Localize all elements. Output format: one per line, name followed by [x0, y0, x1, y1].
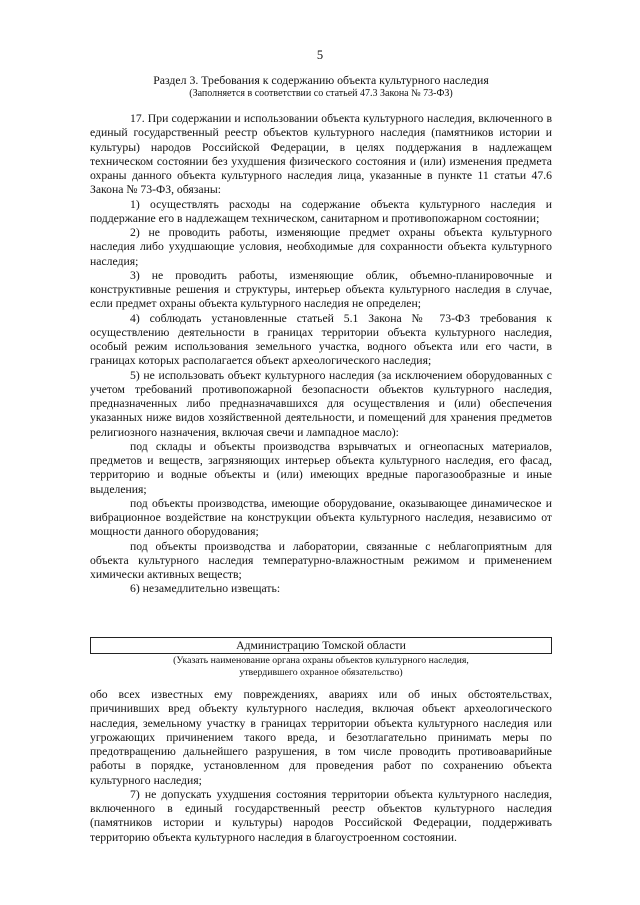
paragraph-item-5-warehouses: под склады и объекты производства взрывчатых и огнеопасных материалов, предметов и веществ, загрязняющих интерьер объекта культурного наследия, его фасад, территорию и водные объекты и (или) имеющих вредные парогазообразные и иные выделения; — [90, 439, 552, 496]
paragraph-17-intro: 17. При содержании и использовании объекта культурного наследия, включенного в единый государственный реестр объектов культурного наследия (памятников истории и культуры) народов Российской Федерации, в целях поддержания в надлежащем техническом состоянии без ухудшения физического состояния и (или) изменения предмета охраны данного объекта культурного наследия лица, указанные в пункте 11 статьи 47.6 Закона № 73-ФЗ, обязаны: — [90, 112, 552, 197]
paragraph-item-6-continued: обо всех известных ему повреждениях, авариях или об иных обстоятельствах, причинивших вред объекту культурного наследия, включая объект археологического наследия, земельному участку в границах территории объекта культурного наследия или угрожающих причинением такого вреда, и безотлагательно принимать меры по предотвращению дальнейшего разрушения, в том числе проводить противоаварийные работы в порядке, установленном для проведения работ по сохранению объекта культурного наследия; — [90, 688, 552, 787]
paragraph-item-7: 7) не допускать ухудшения состояния территории объекта культурного наследия, включенного в единый государственный реестр объектов культурного наследия (памятников истории и культуры) народов Российской Федерации, поддерживать территорию объекта культурного наследия в благоустроенном состоянии. — [90, 787, 552, 844]
section-note: (Заполняется в соответствии со статьей 47.3 Закона № 73-ФЗ) — [189, 88, 453, 99]
paragraph-item-1: 1) осуществлять расходы на содержание объекта культурного наследия и поддержание его в надлежащем техническом, санитарном и противопожарном состоянии; — [90, 197, 552, 225]
paragraph-item-5-laboratories: под объекты производства и лаборатории, связанные с неблагоприятным для объекта культурного наследия температурно-влажностным режимом и применением химически активных веществ; — [90, 539, 552, 581]
paragraph-item-3: 3) не проводить работы, изменяющие облик, объемно-планировочные и конструктивные решения и структуры, интерьер объекта культурного наследия в случае, если предмет охраны объекта культурного наследия не определен; — [90, 268, 552, 311]
paragraph-item-5: 5) не использовать объект культурного наследия (за исключением оборудованных с учетом требований противопожарной безопасности объектов культурного наследия, предназначенных либо предназначавшихся для осуществления и (или) обеспечения указанных ниже видов хозяйственной деятельности, и помещений для хранения предметов религиозного назначения, включая свечи и лампадное масло): — [90, 368, 552, 439]
paragraph-item-6: 6) незамедлительно извещать: — [130, 582, 281, 596]
authority-name-box: Администрацию Томской области — [90, 637, 552, 654]
authority-note — [90, 655, 552, 679]
section-title: Раздел 3. Требования к содержанию объекта культурного наследия — [153, 73, 489, 87]
paragraph-item-2: 2) не проводить работы, изменяющие предмет охраны объекта культурного наследия либо ухудшающие условия, необходимые для сохранности объекта культурного наследия; — [90, 226, 552, 268]
authority-note-line-2: утвердившего охранное обязательство) — [239, 667, 403, 678]
paragraph-item-5-vibration: под объекты производства, имеющие оборудование, оказывающее динамическое и вибрационное воздействие на конструкции объекта культурного наследия, независимо от мощности данного оборудования; — [90, 496, 552, 539]
page-number: 5 — [316, 48, 324, 62]
requirements-text — [90, 112, 552, 597]
requirements-text-continued — [90, 688, 552, 845]
authority-note-line-1: (Указать наименование органа охраны объектов культурного наследия, — [173, 655, 469, 666]
paragraph-item-4: 4) соблюдать установленные статьей 5.1 Закона № 73-ФЗ требования к осуществлению деятельности в границах территории объекта культурного наследия, особый режим использования земельного участка, водного объекта или его части, в границах которых располагается объект археологического наследия; — [90, 311, 552, 368]
